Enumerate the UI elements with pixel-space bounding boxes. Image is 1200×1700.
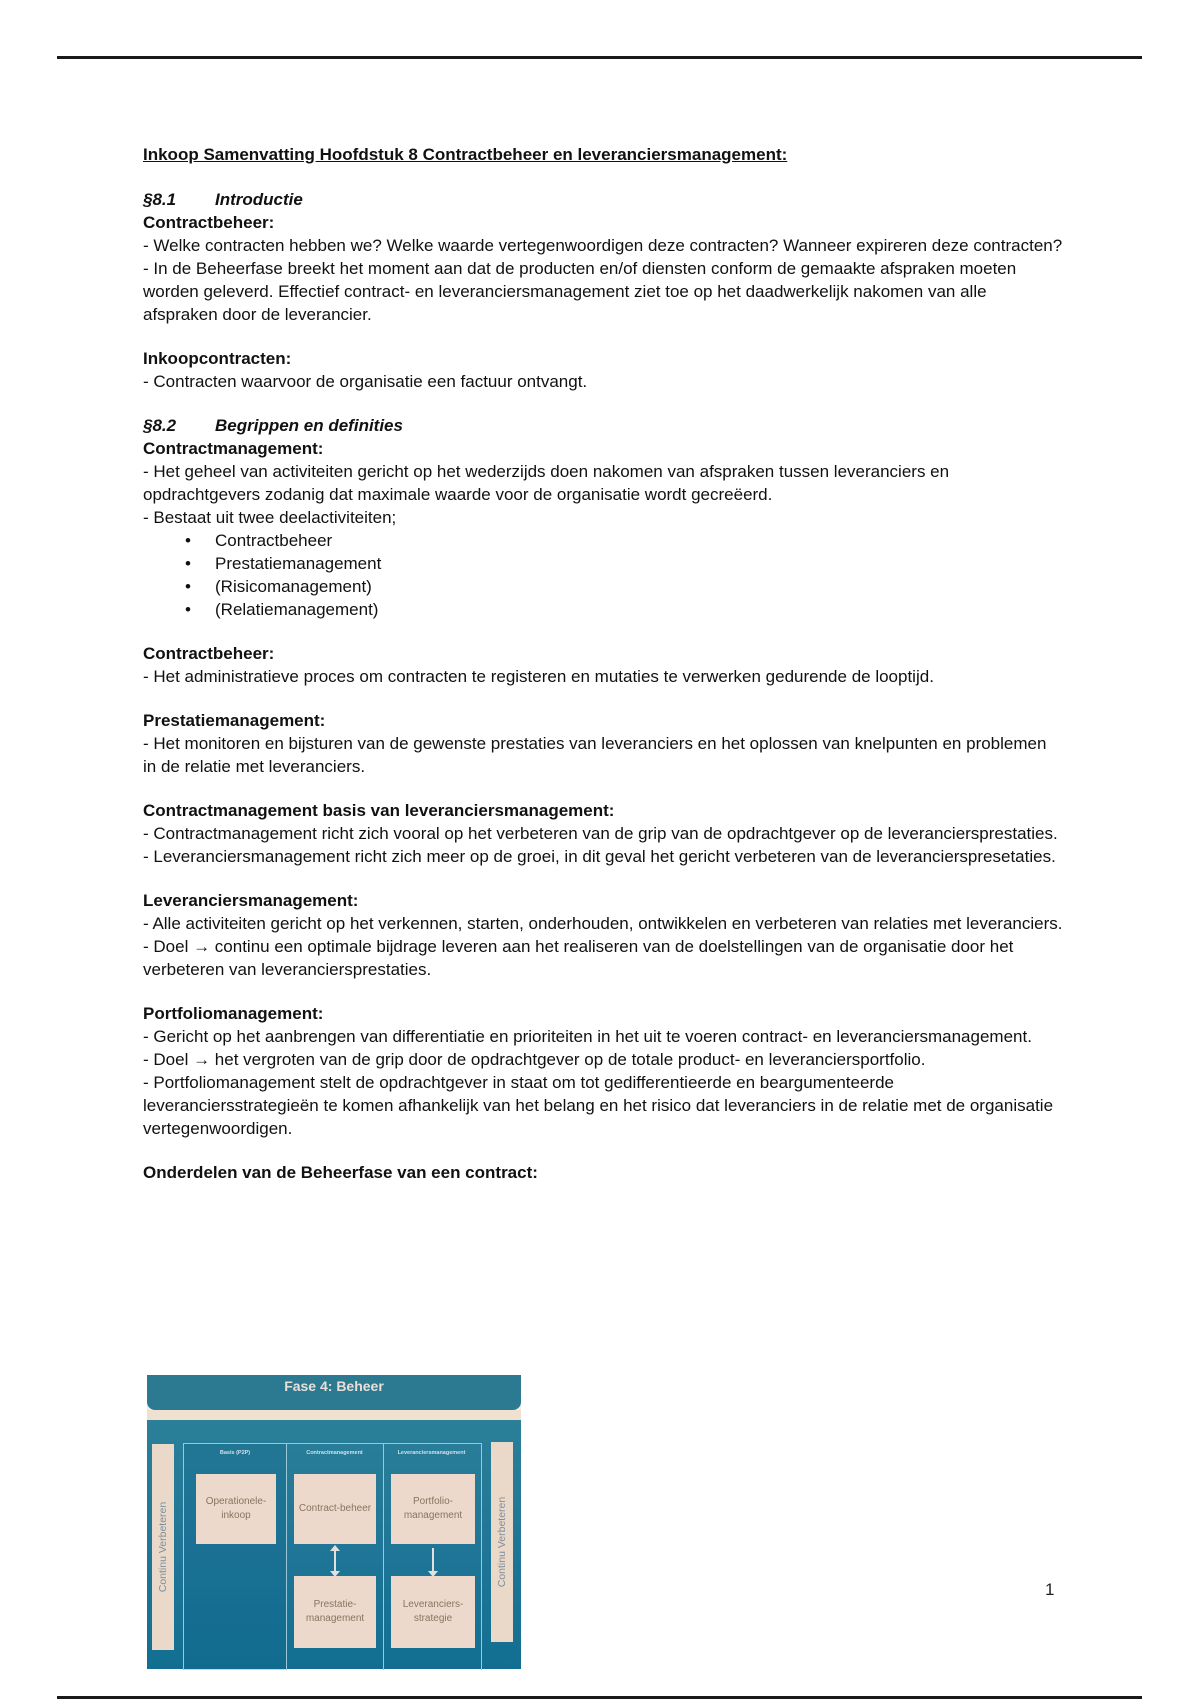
subheading-onderdelen-beheerfase: Onderdelen van de Beheerfase van een contract:: [143, 1163, 538, 1182]
subheading-leveranciersmanagement: Leveranciersmanagement:: [143, 891, 359, 910]
list-item: • (Risicomanagement): [143, 575, 1063, 598]
paragraph: - Contractmanagement richt zich vooral op het verbeteren van de grip van de opdrachtgever op de leveranciersprestaties.: [143, 824, 1058, 843]
page-number: 1: [1045, 1580, 1055, 1599]
list-item: • (Relatiemanagement): [143, 598, 1063, 621]
column-header: Contractmanagement: [306, 1450, 363, 1456]
paragraph: - Bestaat uit twee deelactiviteiten;: [143, 508, 397, 527]
paragraph: - Portfoliomanagement stelt de opdrachtgever in staat om tot gedifferentieerde en beargumenteerde leveranciersstrategieën te komen afhankelijk van het belang en het risico dat leveranciers in de relatie met de organisatie vertegenwoordigen.: [143, 1073, 1054, 1138]
paragraph: - Het administratieve proces om contracten te registeren en mutaties te verwerken gedurende de looptijd.: [143, 667, 934, 686]
subheading-contractbeheer: Contractbeheer:: [143, 213, 275, 232]
diagram-header: Fase 4: Beheer: [147, 1375, 521, 1410]
section-heading-8-2: §8.2 Begrippen en definities: [143, 416, 403, 435]
column-header: Basis (P2P): [219, 1450, 251, 1456]
diagram-column-basis: [184, 1444, 287, 1670]
continu-verbeteren-left-bar: Continu Verbeteren: [152, 1444, 174, 1650]
diagram-panel: [147, 1420, 521, 1669]
list-item: • Prestatiemanagement: [143, 552, 1063, 575]
list-item: • Contractbeheer: [143, 529, 1063, 552]
box-portfoliomanagement: Portfolio-management: [391, 1474, 475, 1544]
paragraph: - Alle activiteiten gericht op het verkennen, starten, onderhouden, ontwikkelen en verbeteren van relaties met leveranciers.: [143, 914, 1063, 933]
column-header: Leveranciersmanagement: [397, 1450, 466, 1456]
box-leveranciersstrategie: Leveranciers-strategie: [391, 1576, 475, 1648]
paragraph: - Welke contracten hebben we? Welke waarde vertegenwoordigen deze contracten? Wanneer expireren deze contracten?: [143, 236, 1063, 255]
box-operationele-inkoop: Operationele-inkoop: [196, 1474, 276, 1544]
bottom-page-rule: [57, 1696, 1142, 1699]
box-prestatiemanagement: Prestatie-management: [294, 1576, 376, 1648]
continu-verbeteren-right-bar: Continu Verbeteren: [491, 1442, 513, 1642]
subheading-prestatiemanagement: Prestatiemanagement:: [143, 711, 326, 730]
paragraph: - Leveranciersmanagement richt zich meer op de groei, in dit geval het gericht verbeteren van de leverancierspresetaties.: [143, 847, 1056, 866]
diagram-columns-frame: [183, 1443, 482, 1670]
subheading-contractmanagement-basis: Contractmanagement basis van leveranciersmanagement:: [143, 801, 615, 820]
subheading-contractmanagement: Contractmanagement:: [143, 439, 324, 458]
paragraph: - Het geheel van activiteiten gericht op het wederzijds doen nakomen van afspraken tussen leveranciers en opdrachtgevers zodanig dat maximale waarde voor de organisatie wordt gecreëerd.: [143, 462, 950, 504]
subheading-portfoliomanagement: Portfoliomanagement:: [143, 1004, 324, 1023]
diagram-column-leveranciersmanagement: [383, 1444, 480, 1670]
document-body: [143, 143, 1063, 1184]
diagram-column-contractmanagement: [286, 1444, 384, 1670]
section-heading-8-1: §8.1 Introductie: [143, 190, 303, 209]
paragraph: - Contracten waarvoor de organisatie een factuur ontvangt.: [143, 372, 588, 391]
paragraph: - Gericht op het aanbrengen van differentiatie en prioriteiten in het uit te voeren contract- en leveranciersmanagement.: [143, 1027, 1032, 1046]
top-page-rule: [57, 56, 1142, 59]
subheading-inkoopcontracten: Inkoopcontracten:: [143, 349, 292, 368]
document-title: Inkoop Samenvatting Hoofdstuk 8 Contractbeheer en leveranciersmanagement:: [143, 145, 788, 164]
paragraph: - Doel → het vergroten van de grip door de opdrachtgever op de totale product- en leveranciersportfolio.: [143, 1050, 926, 1069]
diagram-divider-strip: [147, 1410, 521, 1420]
paragraph: - Doel → continu een optimale bijdrage leveren aan het realiseren van de doelstellingen van de organisatie door het verbeteren van leveranciersprestaties.: [143, 937, 1014, 979]
bullet-list: [143, 529, 1063, 621]
paragraph: - In de Beheerfase breekt het moment aan dat de producten en/of diensten conform de gemaakte afspraken moeten worden geleverd. Effectief contract- en leveranciersmanagement ziet toe op het daadwerkelijk nakomen van alle afspraken door de leverancier.: [143, 259, 1017, 324]
subheading-contractbeheer-def: Contractbeheer:: [143, 644, 275, 663]
double-arrow-icon: [334, 1548, 336, 1574]
beheerfase-diagram-image: [147, 1375, 521, 1669]
box-contractbeheer: Contract-beheer: [294, 1474, 376, 1544]
down-arrow-icon: [432, 1548, 434, 1574]
paragraph: - Het monitoren en bijsturen van de gewenste prestaties van leveranciers en het oplossen van knelpunten en problemen in de relatie met leveranciers.: [143, 734, 1047, 776]
